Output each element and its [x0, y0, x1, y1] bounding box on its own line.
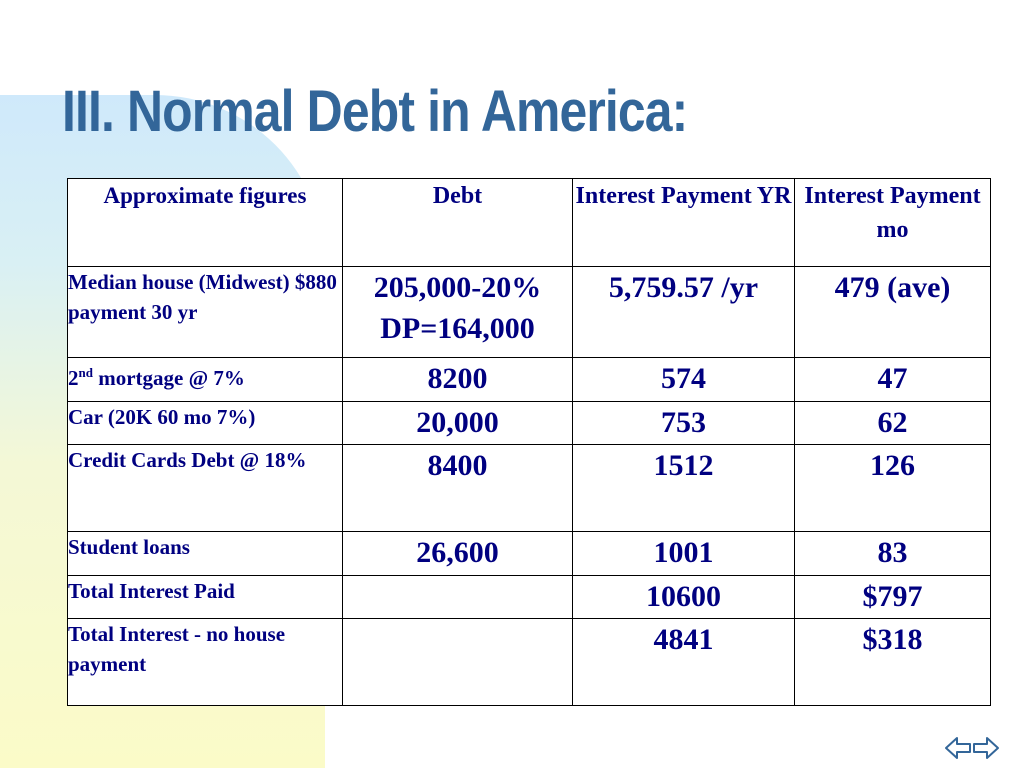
table-row	[68, 576, 991, 619]
interest-mo-value: 47	[795, 358, 991, 402]
row-label-ordinal: nd	[78, 365, 93, 380]
row-label: Total Interest - no house payment	[68, 619, 343, 706]
interest-mo-value: 479 (ave)	[795, 267, 991, 358]
table-row	[68, 532, 991, 576]
interest-yr-value: 574	[573, 358, 795, 402]
arrow-right-icon[interactable]	[972, 736, 1000, 760]
debt-table	[67, 178, 991, 706]
interest-mo-value: 62	[795, 402, 991, 445]
interest-yr-value: 1001	[573, 532, 795, 576]
table-row	[68, 619, 991, 706]
header-interest-payment-mo: Interest Payment mo	[795, 179, 991, 267]
interest-mo-value: 83	[795, 532, 991, 576]
interest-mo-value: 126	[795, 445, 991, 532]
interest-yr-value: 1512	[573, 445, 795, 532]
row-label-number: 2	[68, 366, 79, 390]
row-label	[68, 358, 343, 402]
arrow-left-icon[interactable]	[944, 736, 972, 760]
row-label: Credit Cards Debt @ 18%	[68, 445, 343, 532]
slide-navigation	[944, 736, 1000, 760]
table-row	[68, 445, 991, 532]
header-debt: Debt	[343, 179, 573, 267]
row-label-text: mortgage @ 7%	[92, 366, 245, 390]
debt-value: 20,000	[343, 402, 573, 445]
debt-value: 205,000-20% DP=164,000	[343, 267, 573, 358]
table-row	[68, 358, 991, 402]
table-row	[68, 267, 991, 358]
row-label: Median house (Midwest) $880 payment 30 yr	[68, 267, 343, 358]
row-label: Car (20K 60 mo 7%)	[68, 402, 343, 445]
interest-yr-value: 10600	[573, 576, 795, 619]
debt-value: 8400	[343, 445, 573, 532]
row-label: Student loans	[68, 532, 343, 576]
interest-yr-value: 5,759.57 /yr	[573, 267, 795, 358]
interest-mo-value: $797	[795, 576, 991, 619]
debt-value: 26,600	[343, 532, 573, 576]
interest-yr-value: 4841	[573, 619, 795, 706]
interest-mo-value: $318	[795, 619, 991, 706]
debt-value	[343, 576, 573, 619]
table-row	[68, 402, 991, 445]
debt-value	[343, 619, 573, 706]
debt-value: 8200	[343, 358, 573, 402]
row-label: Total Interest Paid	[68, 576, 343, 619]
header-approximate-figures: Approximate figures	[68, 179, 343, 267]
table-header-row	[68, 179, 991, 267]
interest-yr-value: 753	[573, 402, 795, 445]
header-interest-payment-yr: Interest Payment YR	[573, 179, 795, 267]
slide-title: III. Normal Debt in America:	[62, 79, 688, 144]
